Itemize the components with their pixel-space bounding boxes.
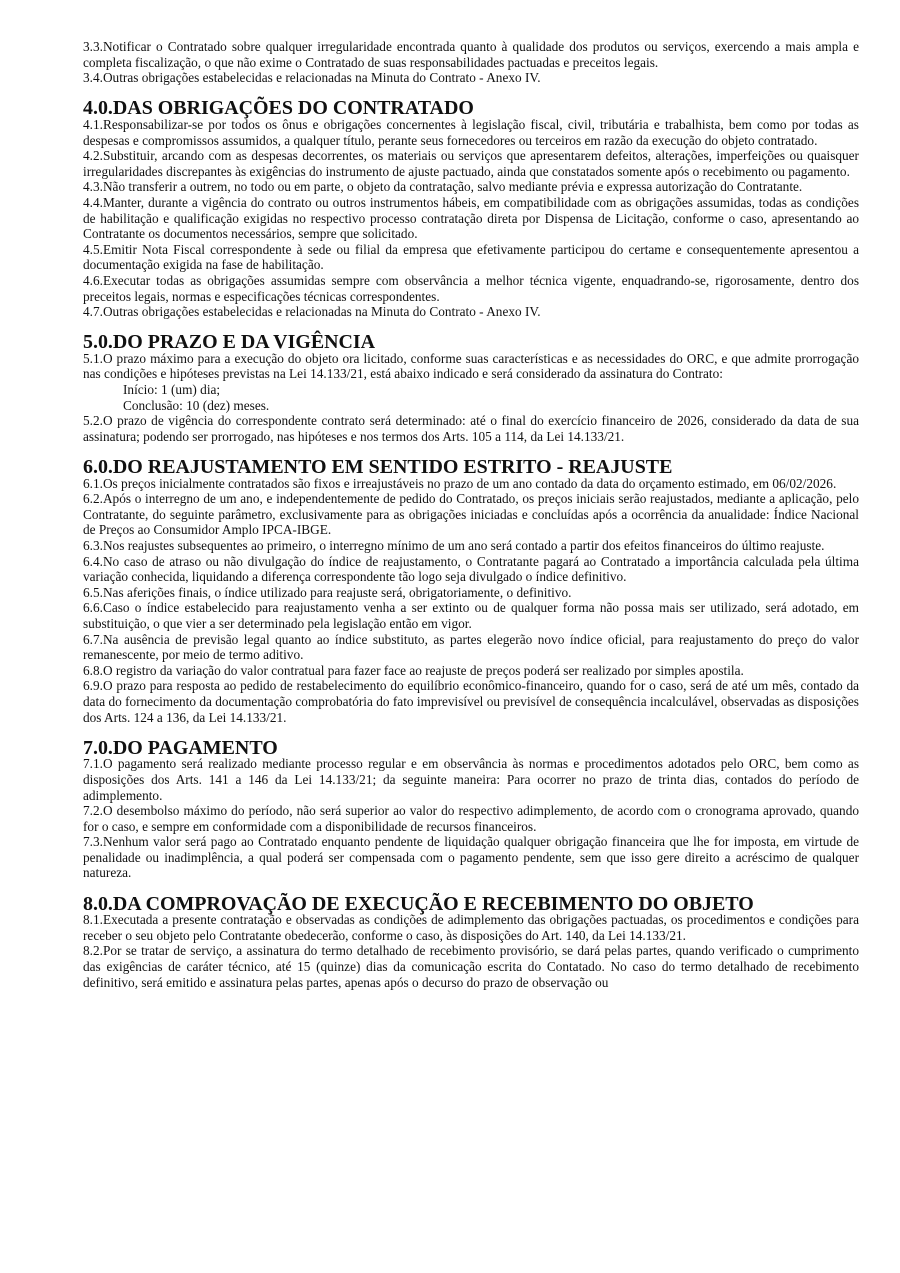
section-heading: 6.0.DO REAJUSTAMENTO EM SENTIDO ESTRITO - REAJUSTE bbox=[83, 456, 673, 479]
document-page bbox=[83, 39, 859, 990]
document-section bbox=[83, 456, 859, 725]
clause-paragraph: 5.2.O prazo de vigência do correspondente contrato será determinado: até o final do exercício financeiro de 2026, considerado da data de sua assinatura; podendo ser prorrogado, nas hipóteses e nos termos dos Arts. 105 a 114, da Lei 14.133/21. bbox=[83, 413, 859, 444]
clause-paragraph: 8.2.Por se tratar de serviço, a assinatura do termo detalhado de recebimento provisório, se dará pelas partes, quando verificado o cumprimento das exigências de caráter técnico, até 15 (quinze) dias da comunicação escrita do Contatado. No caso do termo detalhado de recebimento definitivo, será emitido e assinatura pelas partes, apenas após o decurso do prazo de observação ou bbox=[83, 943, 859, 990]
clause-paragraph: 4.7.Outras obrigações estabelecidas e relacionadas na Minuta do Contrato - Anexo IV. bbox=[83, 304, 541, 320]
clause-paragraph: 7.2.O desembolso máximo do período, não será superior ao valor do respectivo adimplemento, de acordo com o cronograma aprovado, quando for o caso, e sempre em conformidade com a disponibilidade de recursos financeiros. bbox=[83, 803, 859, 834]
clause-paragraph: 6.3.Nos reajustes subsequentes ao primeiro, o interregno mínimo de um ano será contado a partir dos efeitos financeiros do último reajuste. bbox=[83, 538, 825, 553]
clause-paragraph: 6.2.Após o interregno de um ano, e independentemente de pedido do Contratado, os preços iniciais serão reajustados, mediante a aplicação, pelo Contratante, do seguinte parâmetro, exclusivamente para as obrigações iniciadas e concluídas após a ocorrência da anualidade: Índice Nacional de Preços ao Consumidor Amplo IPCA-IBGE. bbox=[83, 491, 859, 538]
section-heading: 8.0.DA COMPROVAÇÃO DE EXECUÇÃO E RECEBIMENTO DO OBJETO bbox=[83, 892, 754, 915]
clause-paragraph: 5.1.O prazo máximo para a execução do objeto ora licitado, conforme suas características e as necessidades do ORC, e que admite prorrogação nas condições e hipóteses previstas na Lei 14.133/21, está abaixo indicado e será considerado da assinatura do Contrato: bbox=[83, 350, 859, 382]
clause-paragraph: 4.2.Substituir, arcando com as despesas decorrentes, os materiais ou serviços que apresentarem defeitos, alterações, imperfeições ou quaisquer irregularidades discrepantes às exigências do instrumento de ajuste pactuado, ainda que constatados somente após o recebimento ou pagamento. bbox=[83, 148, 859, 179]
document-section bbox=[83, 331, 859, 444]
document-section bbox=[83, 892, 859, 991]
clause-paragraph: 4.6.Executar todas as obrigações assumidas sempre com observância a melhor técnica vigente, enquadrando-se, rigorosamente, dentro dos preceitos legais, normas e especificações técnicas correspondentes. bbox=[83, 272, 859, 304]
section-heading: 7.0.DO PAGAMENTO bbox=[83, 736, 278, 759]
clause-paragraph: 3.4.Outras obrigações estabelecidas e relacionadas na Minuta do Contrato - Anexo IV. bbox=[83, 70, 541, 86]
clause-paragraph: 4.5.Emitir Nota Fiscal correspondente à sede ou filial da empresa que efetivamente participou do certame e consequentemente apresentou a documentação exigida na fase de habilitação. bbox=[83, 241, 859, 273]
clause-paragraph: 6.4.No caso de atraso ou não divulgação do índice de reajustamento, o Contratante pagará ao Contratado a importância calculada pela última variação conhecida, liquidando a diferença correspondente tão logo seja divulgado o índice definitivo. bbox=[83, 553, 859, 585]
clause-paragraph: 4.4.Manter, durante a vigência do contrato ou outros instrumentos hábeis, em compatibilidade com as obrigações assumidas, todas as condições de habilitação e qualificação exigidas no respectivo processo contratação direta por Dispensa de Licitação, conforme o caso, apresentando ao Contratante os documentos necessários, sempre que solicitado. bbox=[83, 194, 859, 242]
clause-paragraph: 4.3.Não transferir a outrem, no todo ou em parte, o objeto da contratação, salvo mediante prévia e expressa autorização do Contratante. bbox=[83, 179, 803, 195]
clause-paragraph: 8.1.Executada a presente contratação e observadas as condições de adimplemento das obrigações pactuadas, os procedimentos e condições para receber o seu objeto pelo Contratante obedecerão, conforme o caso, às disposições do Art. 140, da Lei 14.133/21. bbox=[83, 912, 859, 943]
clause-paragraph: 6.9.O prazo para resposta ao pedido de restabelecimento do equilíbrio econômico-financeiro, quando for o caso, será de até um mês, contado da data do fornecimento da documentação comprobatória do fato imprevisível ou previsível de consequência incalculável, observadas as disposições dos Arts. 124 a 136, da Lei 14.133/21. bbox=[83, 678, 859, 725]
clause-paragraph: 6.7.Na ausência de previsão legal quanto ao índice substituto, as partes elegerão novo índice oficial, para reajustamento do preço do valor remanescente, por meio de termo aditivo. bbox=[83, 631, 859, 663]
term-item: Início: 1 (um) dia; bbox=[123, 382, 221, 398]
clause-paragraph: 6.5.Nas aferições finais, o índice utilizado para reajuste será, obrigatoriamente, o definitivo. bbox=[83, 584, 572, 600]
clause-paragraph: 7.1.O pagamento será realizado mediante processo regular e em observância às normas e procedimentos adotados pelo ORC, bem como as disposições dos Arts. 141 a 146 da Lei 14.133/21; da seguinte maneira: Para ocorrer no prazo de trinta dias, contados do período de adimplemento. bbox=[83, 756, 859, 803]
document-section bbox=[83, 97, 859, 320]
clause-paragraph: 6.8.O registro da variação do valor contratual para fazer face ao reajuste de preços poderá ser realizado por simples apostila. bbox=[83, 662, 744, 678]
clause-paragraph: 3.3.Notificar o Contratado sobre qualquer irregularidade encontrada quanto à qualidade dos produtos ou serviços, exercendo a mais ampla e completa fiscalização, o que não exime o Contratado de suas responsabilidades pactuadas e preceitos legais. bbox=[83, 39, 859, 70]
document-section bbox=[83, 39, 859, 86]
clause-paragraph: 6.1.Os preços inicialmente contratados são fixos e irreajustáveis no prazo de um ano contado da data do orçamento estimado, em 06/02/2026. bbox=[83, 475, 837, 491]
term-item: Conclusão: 10 (dez) meses. bbox=[123, 397, 270, 413]
section-heading: 5.0.DO PRAZO E DA VIGÊNCIA bbox=[83, 331, 376, 354]
clause-paragraph: 7.3.Nenhum valor será pago ao Contratado enquanto pendente de liquidação qualquer obrigação financeira que lhe for imposta, em virtude de penalidade ou inadimplência, a qual poderá ser compensada com o pagamento pendente, sem que isso gere direito a acréscimo de qualquer natureza. bbox=[83, 834, 859, 881]
section-heading: 4.0.DAS OBRIGAÇÕES DO CONTRATADO bbox=[83, 97, 474, 120]
document-section bbox=[83, 736, 859, 881]
clause-paragraph: 6.6.Caso o índice estabelecido para reajustamento venha a ser extinto ou de qualquer forma não possa mais ser utilizado, será adotado, em substituição, o que vier a ser determinado pela legislação então em vigor. bbox=[83, 600, 859, 631]
clause-paragraph: 4.1.Responsabilizar-se por todos os ônus e obrigações concernentes à legislação fiscal, civil, tributária e trabalhista, bem como por todas as despesas e compromissos assumidos, a qualquer título, perante seus fornecedores ou terceiros em razão da execução do objeto contratado. bbox=[83, 116, 859, 148]
